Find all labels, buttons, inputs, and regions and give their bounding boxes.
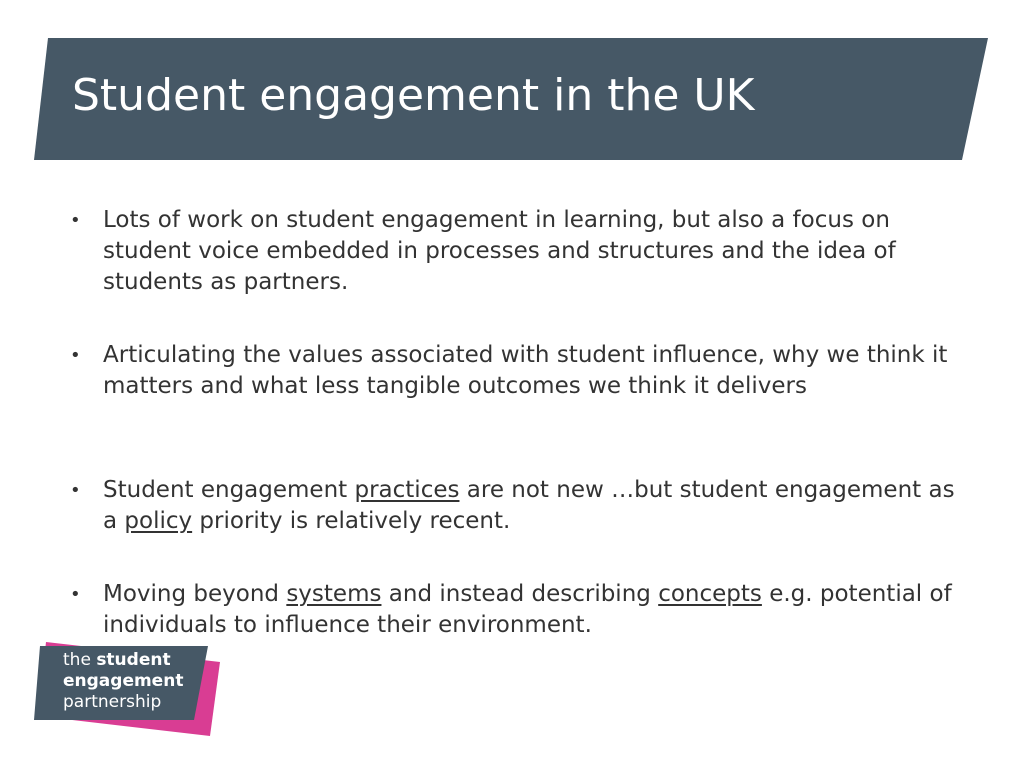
slide-title: Student engagement in the UK: [72, 70, 755, 121]
student-engagement-partnership-logo: [34, 632, 224, 736]
bullet-3-text-a: Student engagement: [103, 477, 355, 503]
bullet-4-text-a: Moving beyond: [103, 581, 287, 607]
logo-text: [63, 650, 183, 713]
bullet-item-2: [70, 340, 960, 402]
logo-line-1: [63, 650, 183, 671]
logo-word-student: student: [96, 650, 171, 670]
bullet-4-text-b: and instead describing: [381, 581, 659, 607]
bullet-1-text: Lots of work on student engagement in learning, but also a focus on student voice embedded in processes and structures and the idea of students as partners.: [103, 207, 896, 295]
logo-line-2: engagement: [63, 671, 184, 691]
bullet-4-text-c: e.g. potential of individuals to influence their environment.: [103, 581, 952, 638]
underlined-term-practices: practices: [354, 477, 460, 503]
bullet-text-2: [103, 340, 960, 402]
bullet-2-text: Articulating the values associated with student influence, why we think it matters and what less tangible outcomes we think it delivers: [103, 342, 948, 399]
bullet-3-text-b: are not new …but student engagement as a: [103, 477, 955, 534]
bullet-item-1: [70, 205, 960, 298]
bullet-dot-icon: •: [70, 584, 81, 605]
bullet-dot-icon: •: [70, 345, 81, 366]
bullet-item-3: [70, 475, 960, 537]
bullet-text-4: [103, 579, 960, 641]
logo-line-3: partnership: [63, 692, 162, 712]
underlined-term-systems: systems: [286, 581, 382, 607]
underlined-term-policy: policy: [124, 508, 193, 534]
underlined-term-concepts: concepts: [658, 581, 762, 607]
bullet-dot-icon: •: [70, 480, 81, 501]
bullet-dot-icon: •: [70, 210, 81, 231]
logo-word-the: the: [63, 650, 91, 670]
bullet-3-text-c: priority is relatively recent.: [192, 508, 511, 534]
bullet-text-1: [103, 205, 960, 298]
bullet-text-3: [103, 475, 960, 537]
